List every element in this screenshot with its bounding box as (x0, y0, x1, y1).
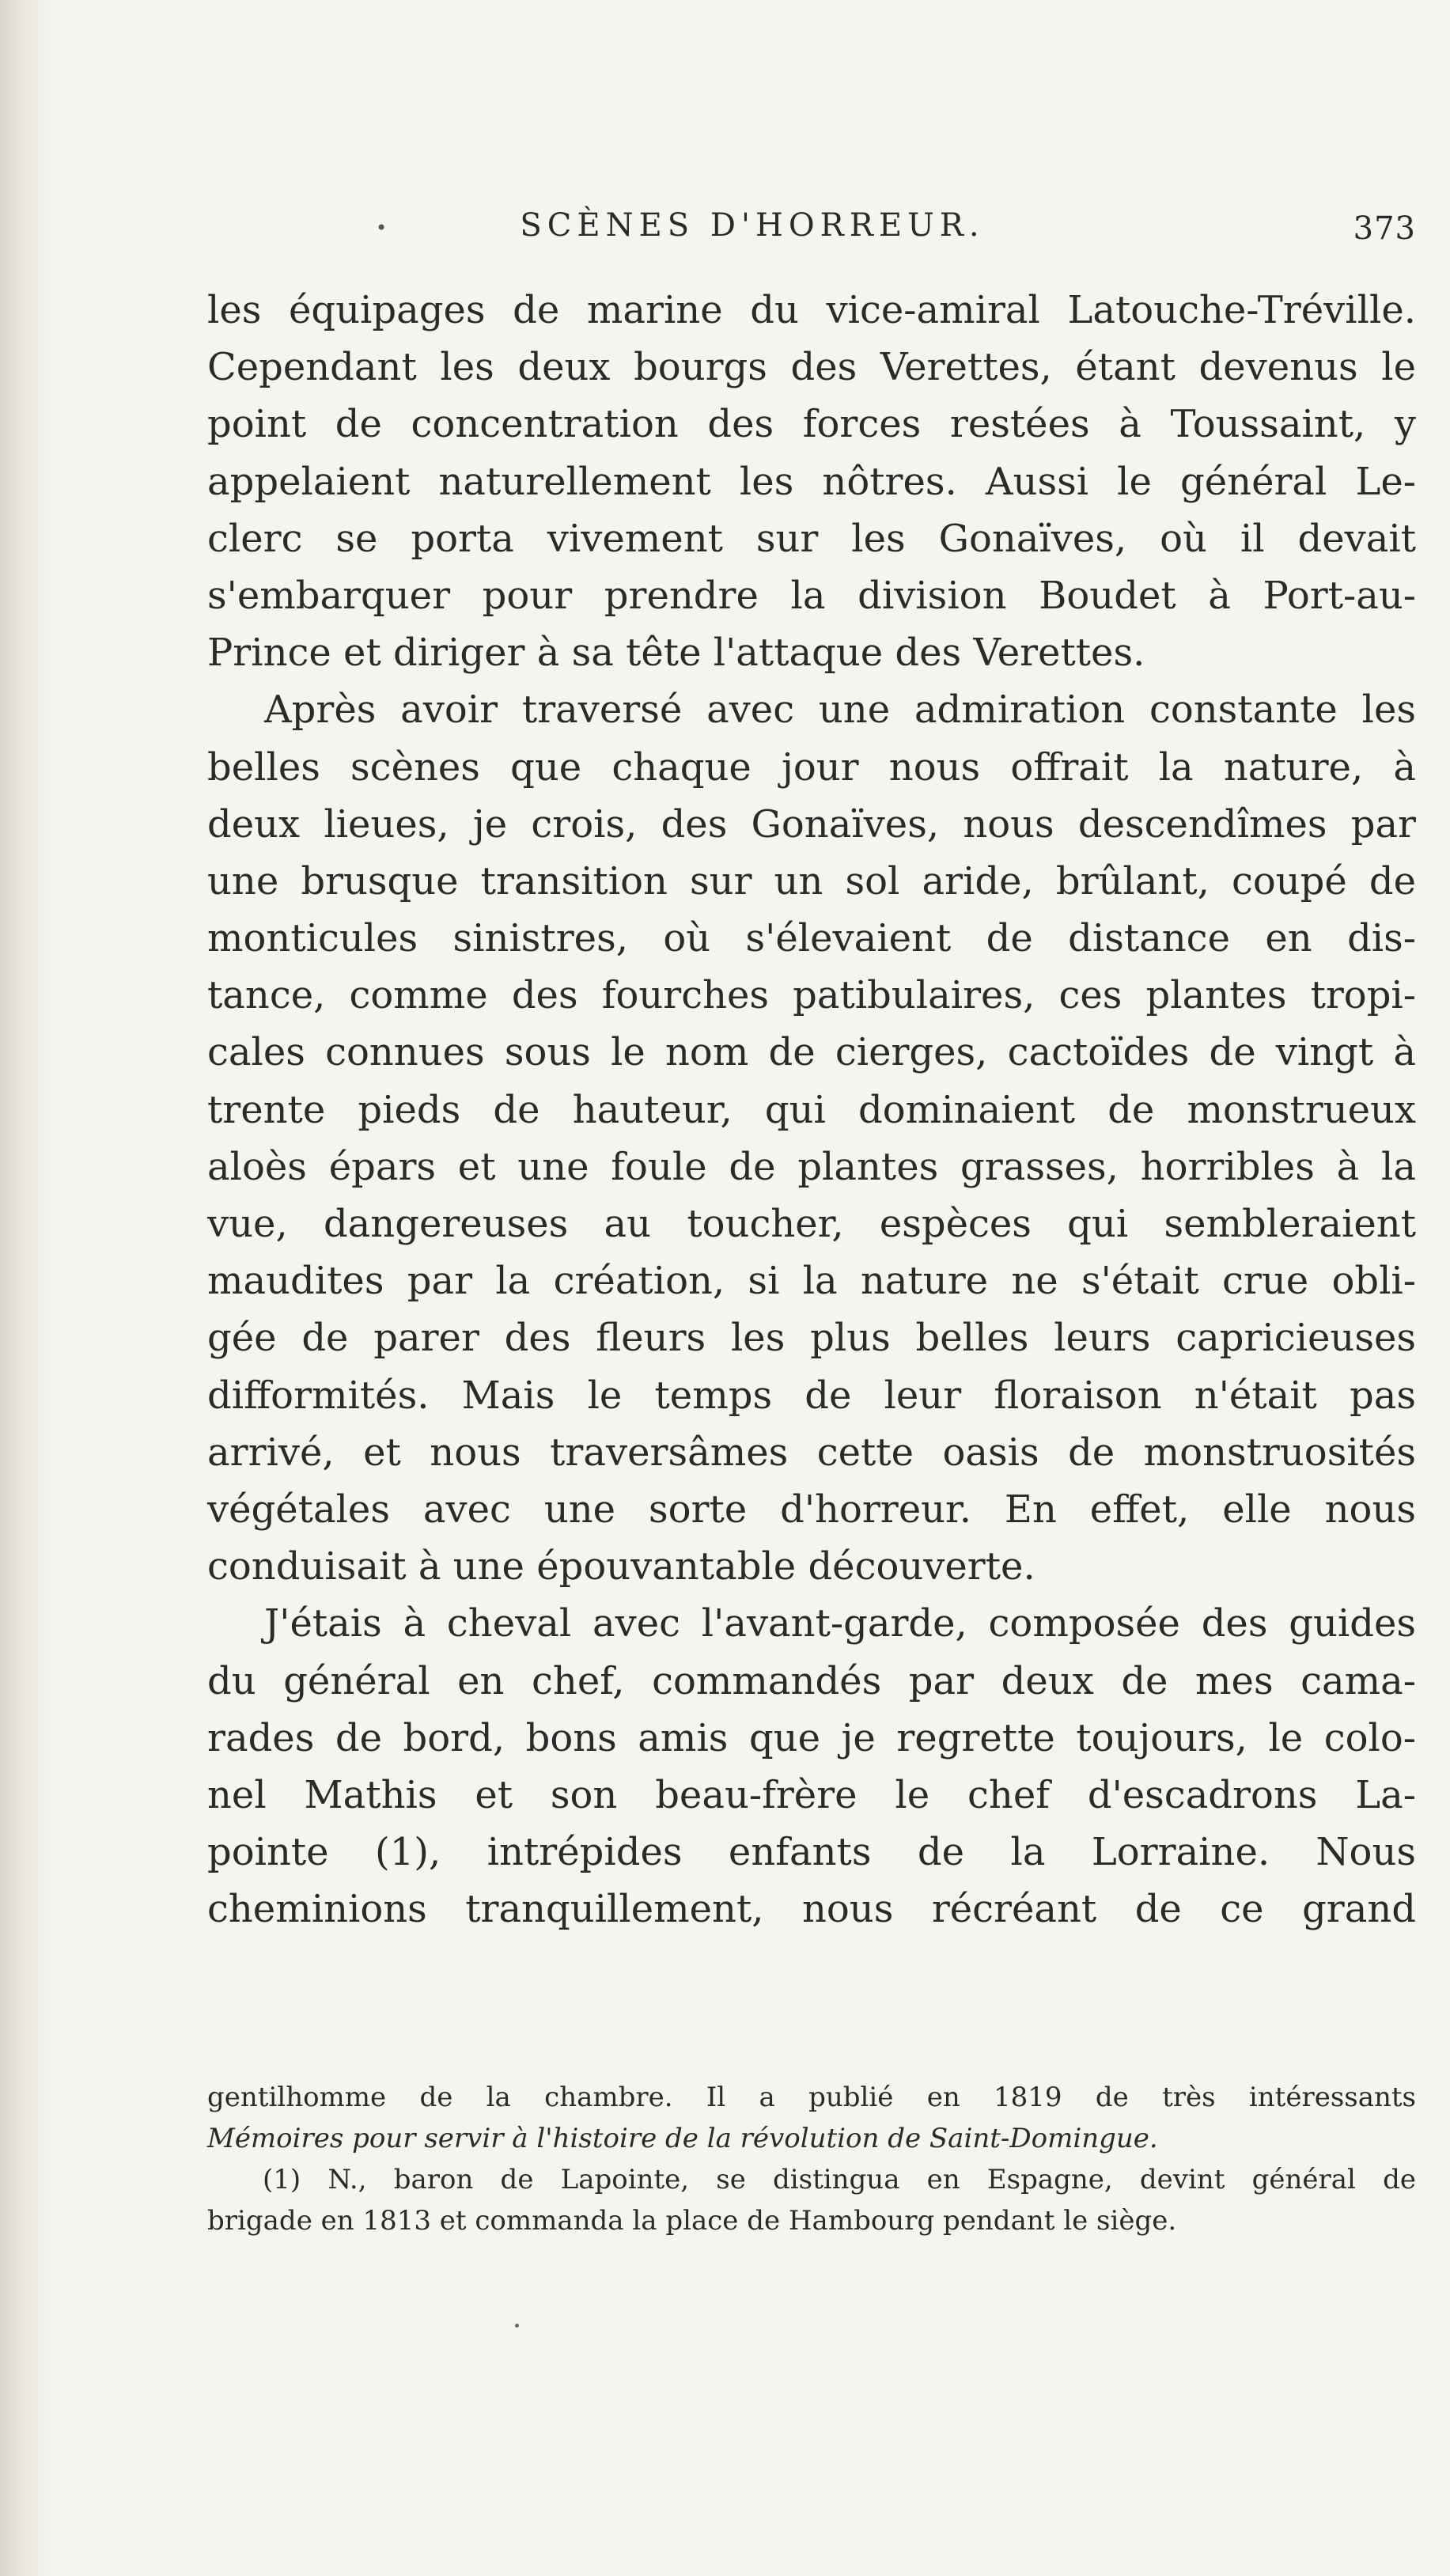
footnote-line: (1) N., baron de Lapointe, se distingua en Espagne, devint général de (263, 2164, 1416, 2195)
footnote-line: gentilhomme de la chambre. Il a publié en 1819 de très intéressants (207, 2082, 1416, 2113)
text-line: Après avoir traversé avec une admiration constante les (264, 688, 1416, 733)
text-line: végétales avec une sorte d'horreur. En effet, elle nous (207, 1487, 1416, 1532)
text-line: aloès épars et une foule de plantes grasses, horribles à la (207, 1144, 1416, 1189)
text-line: trente pieds de hauteur, qui dominaient de monstrueux (207, 1087, 1416, 1132)
page-number: 373 (1353, 210, 1416, 247)
text-line: difformités. Mais le temps de leur floraison n'était pas (207, 1373, 1416, 1418)
text-line: une brusque transition sur un sol aride, brûlant, coupé de (207, 858, 1416, 903)
text-line: J'étais à cheval avec l'avant-garde, composée des guides (264, 1601, 1416, 1646)
text-line: deux lieues, je crois, des Gonaïves, nous descendîmes par (207, 801, 1416, 847)
print-speck (515, 2324, 519, 2328)
text-line: cales connues sous le nom de cierges, cactoïdes de vingt à (207, 1030, 1416, 1075)
text-line: clerc se porta vivement sur les Gonaïves, où il devait (207, 516, 1416, 561)
footnote-line: Mémoires pour servir à l'histoire de la révolution de Saint-Domingue. (207, 2123, 1158, 2154)
text-line: du général en chef, commandés par deux de mes cama- (207, 1658, 1416, 1703)
footnotes (207, 2077, 1416, 2241)
text-line: appelaient naturellement les nôtres. Aussi le général Le- (207, 459, 1416, 504)
running-head (207, 207, 1416, 255)
text-line: point de concentration des forces restées à Toussaint, y (207, 402, 1416, 447)
text-line: Prince et diriger à sa tête l'attaque des Verettes. (207, 631, 1145, 676)
text-line: nel Mathis et son beau-frère le chef d'escadrons La- (207, 1772, 1416, 1817)
text-line: conduisait à une épouvantable découverte. (207, 1544, 1035, 1589)
text-line: rades de bord, bons amis que je regrette toujours, le colo- (207, 1715, 1416, 1760)
text-line: pointe (1), intrépides enfants de la Lorraine. Nous (207, 1830, 1416, 1875)
text-line: gée de parer des fleurs les plus belles leurs capricieuses (207, 1316, 1416, 1361)
text-line: tance, comme des fourches patibulaires, ces plantes tropi- (207, 973, 1416, 1018)
text-line: monticules sinistres, où s'élevaient de distance en dis- (207, 916, 1416, 961)
text-line: Cependant les deux bourgs des Verettes, étant devenus le (207, 345, 1416, 390)
text-line: arrivé, et nous traversâmes cette oasis de monstruosités (207, 1430, 1416, 1475)
text-line: vue, dangereuses au toucher, espèces qui sembleraient (207, 1202, 1416, 1246)
text-line: les équipages de marine du vice-amiral Latouche-Tréville. (207, 288, 1416, 332)
text-line: s'embarquer pour prendre la division Boudet à Port-au- (207, 573, 1416, 618)
chapter-title: SCÈNES D'HORREUR. (520, 207, 985, 244)
body-text (207, 282, 1416, 1938)
ornament-dot: • (376, 217, 388, 239)
text-line: belles scènes que chaque jour nous offrait la nature, à (207, 744, 1416, 790)
text-line: maudites par la création, si la nature ne s'était crue obli- (207, 1259, 1416, 1304)
text-line: cheminions tranquillement, nous récréant de ce grand (207, 1887, 1416, 1932)
footnote-line: brigade en 1813 et commanda la place de Hambourg pendant le siège. (207, 2205, 1177, 2237)
